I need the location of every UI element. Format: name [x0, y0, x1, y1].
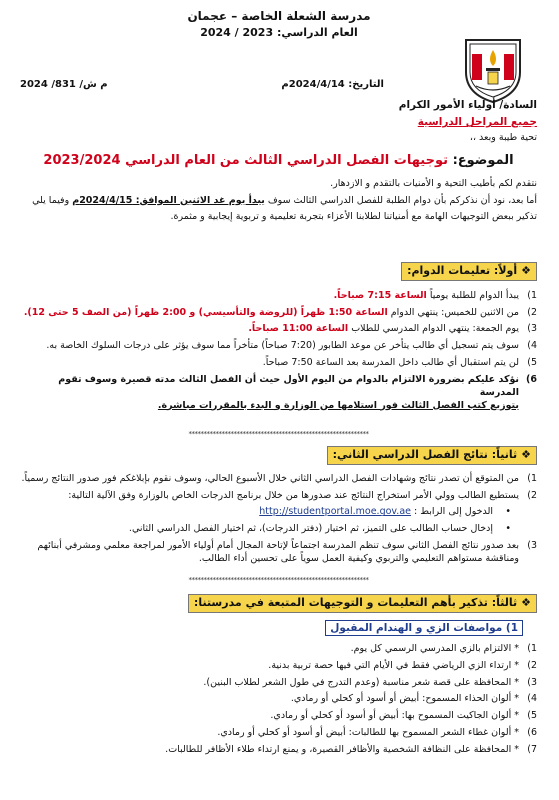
intro-line-2-end: وفيما يلي — [32, 194, 73, 206]
item-text: * المحافظة على النظافة الشخصية والأظافر القصيرة، و يمنع ارتداء طلاء الأظافر للطالبات. — [165, 743, 519, 755]
section-3-heading — [188, 594, 537, 613]
item-text: يبدأ الدوام للطلبة يومياً — [426, 289, 519, 301]
recipient: السادة/ أولياء الأمور الكرام — [398, 99, 537, 111]
list-item — [20, 693, 537, 706]
date-value: 2024/4/14م — [281, 79, 345, 90]
item-text: يوم الجمعة: ينتهي الدوام المدرسي للطلاب — [348, 323, 519, 335]
letter-date — [281, 78, 384, 92]
item-text: * ألوان الحذاء المسموح: أبيض أو أسود أو كحلي أو رمادي. — [290, 693, 519, 705]
sub-item-link — [20, 506, 537, 519]
list-item — [20, 374, 537, 412]
item-number: 4) — [527, 693, 537, 705]
item-number: 3) — [527, 540, 537, 552]
subject-line — [20, 152, 537, 170]
item-number: 6) — [526, 373, 537, 385]
item-number: 4) — [527, 340, 537, 352]
list-item — [20, 323, 537, 336]
item-number: 7) — [527, 743, 537, 755]
sub-item-text: إدخال حساب الطالب على التميز، ثم اختيار (دفتر الدرجات)، ثم اختيار الفصل الدراسي الثاني. — [128, 523, 493, 535]
item-3-line-2: ومناقشة مستواهم التعليمي والتربوي وكيفية العمل سوياً على تحسين أداء الطالب. — [198, 552, 519, 564]
item-number: 3) — [527, 676, 537, 688]
item-number: 5) — [527, 710, 537, 722]
item-number: 2) — [527, 659, 537, 671]
item-number: 2) — [527, 306, 537, 318]
subject-text: توجيهات الفصل الدراسي الثالث من العام الدراسي 2023/2024 — [43, 153, 449, 168]
list-item — [20, 340, 537, 353]
school-logo-icon — [462, 36, 524, 104]
list-item — [20, 710, 537, 723]
divider-line: ************************************************************ — [188, 576, 369, 584]
salutation: تحية طيبة وبعد ،، — [469, 132, 537, 144]
item-number: 3) — [527, 323, 537, 335]
section-results — [20, 446, 537, 570]
item-time-highlight: الساعة 11:00 صباحاً. — [248, 323, 349, 335]
uniform-rules-list — [20, 643, 537, 757]
list-item — [20, 744, 537, 757]
list-item — [20, 540, 537, 566]
item-text: * المحافظة على قصة شعر مناسبة (وعدم التدرج في طول الشعر لطلاب البنين). — [203, 676, 519, 688]
item-text: من الاثنين للخميس: ينتهي الدوام — [387, 306, 519, 318]
intro-line-1: نتقدم لكم بأطيب التحية و الأمنيات بالتقدم و الازدهار. — [330, 178, 537, 189]
item-text: سوف يتم تسجيل أي طالب يتأخر عن موعد الطابور (7:20 صباحاً) متأخراً مما سوف يؤثر على درجات السلوك الخاصة به. — [46, 340, 519, 352]
list-item — [20, 727, 537, 740]
dash-bullet-icon: • — [505, 523, 511, 535]
item-text: لن يتم استقبال أي طالب داخل المدرسة بعد الساعة 7:50 صباحاً. — [262, 357, 519, 369]
attendance-list — [20, 290, 537, 370]
section-2-heading — [327, 446, 537, 465]
school-name: مدرسة الشعلة الخاصة – عجمان — [187, 9, 371, 23]
subject-label: الموضوع: — [452, 153, 514, 168]
sub-item-steps — [20, 523, 537, 536]
attendance-item-6 — [20, 374, 537, 412]
item-6-line-1: نؤكد عليكم بضرورة الالتزام بالدوام من اليوم الأول حيث أن الفصل الثالث مدته قصيرة وسوف تقوم المدرسة — [58, 373, 519, 398]
intro-line-2 — [20, 195, 537, 208]
uniform-subheading: 1) مواصفات الزي و الهندام المقبول — [325, 620, 523, 636]
item-number: 2) — [527, 489, 537, 501]
list-item — [20, 290, 537, 303]
section-rules — [20, 594, 537, 761]
list-item — [20, 473, 537, 486]
section-attendance — [20, 262, 537, 416]
item-number: 5) — [527, 357, 537, 369]
item-text: * ألوان غطاء الشعر المسموح بها للطالبات: أبيض أو أسود أو كحلي أو رمادي. — [217, 727, 519, 739]
item-number: 1) — [527, 643, 537, 655]
list-item — [20, 307, 537, 320]
results-list — [20, 473, 537, 503]
item-text: * ألوان الجاكيت المسموح بها: أبيض أو أسود أو كحلي أو رمادي. — [270, 710, 519, 722]
link-label: الدخول إلى الرابط : — [410, 506, 493, 518]
section-3-title: ثالثاً: تذكير بأهم التعليمات و التوجيهات المتبعة في مدرستنا: — [193, 596, 518, 609]
section-1-title: أولاً: تعليمات الدوام: — [407, 264, 518, 277]
date-label: التاريخ: — [348, 79, 384, 90]
results-list-cont — [20, 540, 537, 566]
reference-number: م ش/ 831/ 2024 — [20, 79, 108, 90]
item-time-highlight: الساعة 7:15 صباحاً. — [333, 289, 427, 301]
intro-line-2-start: أما بعد، نود أن نذكركم بأن دوام الطلبة للفصل الدراسي الثالث سوف — [264, 194, 537, 206]
item-3-line-1: بعد صدور نتائج الفصل الثاني سوف تنظم المدرسة اجتماعاً لإتاحة المجال أمام أولياء الأمور لمراجعة معلمي ومشرفي أبنائهم — [37, 540, 519, 552]
intro-line-3: تذكير ببعض التوجيهات الهامة مع أمنياتنا لطلابنا الأعزاء بتجربة تعليمية و تربوية إيجابية و مثمرة. — [170, 210, 537, 222]
item-number: 1) — [527, 472, 537, 484]
student-portal-link[interactable]: http://studentportal.moe.gov.ae — [259, 506, 411, 518]
item-text: من المتوقع أن تصدر نتائج وشهادات الفصل الدراسي الثاني خلال الأسبوع الحالي، وسوف نقوم بإبلاغكم فور صدور النتائج رسمياً. — [21, 472, 519, 484]
greeting — [20, 98, 537, 145]
section-1-heading — [401, 262, 537, 281]
list-item — [20, 677, 537, 690]
dash-bullet-icon: • — [505, 506, 511, 518]
star-bullet-icon: ❖ — [521, 596, 531, 609]
section-2-title: ثانياً: نتائج الفصل الدراسي الثاني: — [332, 448, 518, 461]
list-item — [20, 660, 537, 673]
item-6-line-2: بتوزيع كتب الفصل الثالث فور استلامها من الوزارة و البدء بالمقررات مباشرة. — [157, 399, 519, 411]
star-bullet-icon: ❖ — [521, 448, 531, 461]
divider-line: ************************************************************ — [188, 430, 369, 438]
intro-start-date: يبدأ يوم غد الاثنين الموافق: 2024/4/15م — [72, 194, 265, 206]
item-number: 1) — [527, 289, 537, 301]
recipient-stages: جميع المراحل الدراسية — [417, 116, 537, 129]
item-time-highlight: الساعة 1:50 ظهراً (للروضة والتأسيسي) و 2:00 ظهراً (من الصف 5 حتى 12). — [23, 306, 388, 318]
item-number: 6) — [527, 727, 537, 739]
item-text: * الالتزام بالزي المدرسي الرسمي كل يوم. — [350, 643, 519, 655]
star-bullet-icon: ❖ — [521, 264, 531, 277]
item-text: يستطيع الطالب وولي الأمر استخراج النتائج عند صدورها من خلال برنامج الدرجات الخاص بالوزارة وفق الآلية التالية: — [68, 489, 519, 501]
list-item — [20, 357, 537, 370]
intro-paragraph — [20, 178, 537, 223]
letter-header — [129, 8, 429, 41]
item-text: * ارتداء الزي الرياضي فقط في الأيام التي فيها حصة تربية بدنية. — [268, 659, 519, 671]
list-item — [20, 643, 537, 656]
academic-year: العام الدراسي: 2023 / 2024 — [200, 26, 358, 40]
list-item — [20, 490, 537, 503]
uniform-subheading-wrap — [20, 620, 523, 636]
